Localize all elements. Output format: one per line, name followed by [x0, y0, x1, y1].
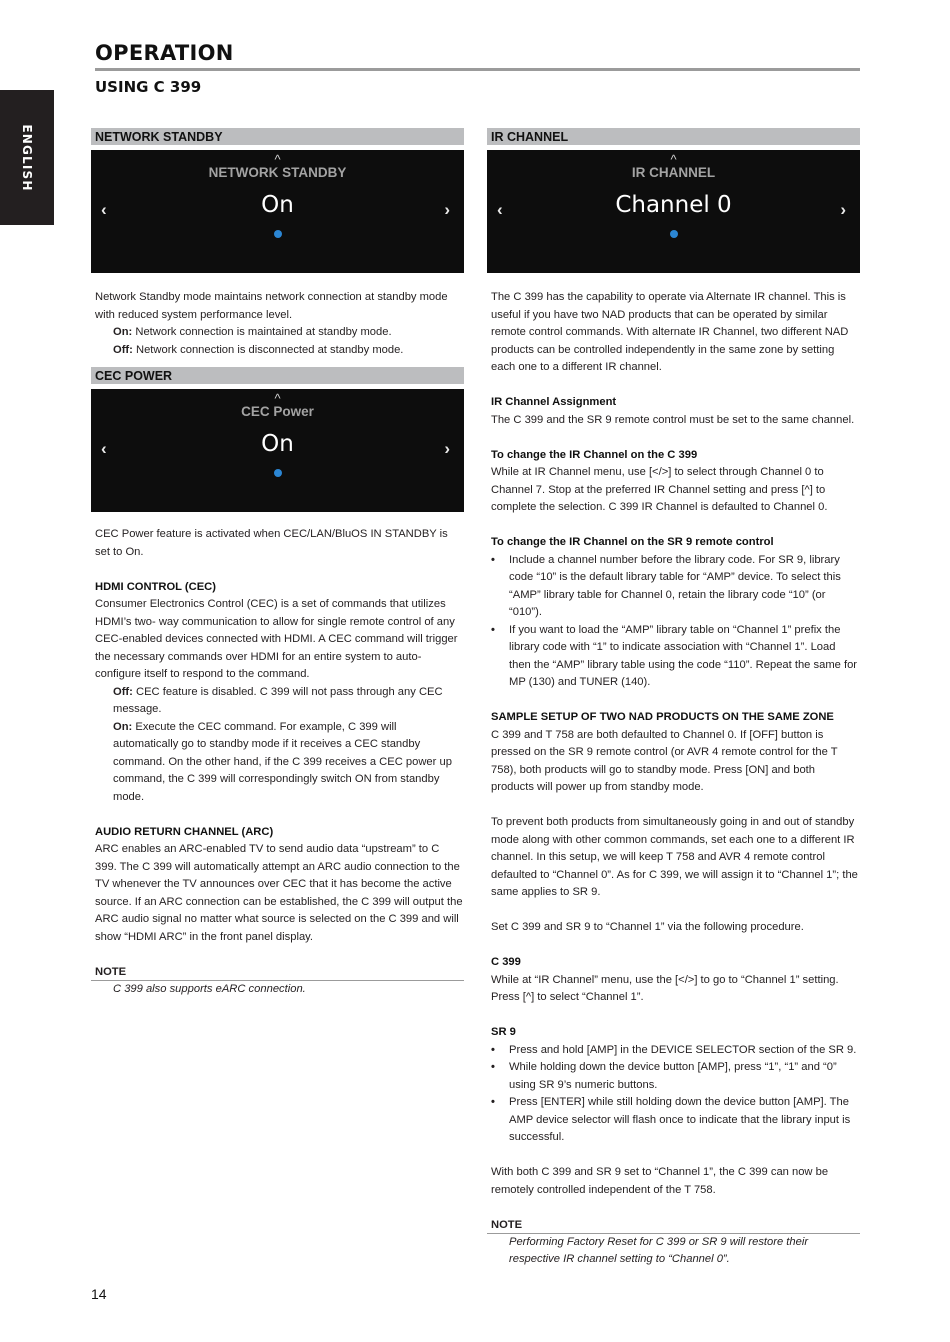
chevron-left-icon: ‹	[101, 200, 107, 219]
network-standby-desc: Network Standby mode maintains network connection at standby mode with reduced system performance level.	[95, 291, 448, 321]
ir-note-text: Performing Factory Reset for C 399 or SR 9 will restore their respective IR channel setting to “Channel 0”.	[509, 1235, 809, 1265]
cec-power-desc: CEC Power feature is activated when CEC/LAN/BluOS IN STANDBY is set to On.	[95, 528, 448, 558]
sample-setup-p2: To prevent both products from simultaneously going in and out of standby mode along with other common commands, set each one to a different IR channel. In this setup, we will keep T 758 and AVR 4 remote control defaulted to “Channel 0”. As for C 399, we will assign it to “Channel 1”; the same applies to SR 9.	[491, 816, 858, 898]
network-standby-screen	[91, 150, 464, 273]
list-item: • Include a channel number before the library code. For SR 9, library code “10” is the default library table for “AMP” device. To select this “AMP” library table for Channel 0, retain the library code “10” (or “010”).	[491, 552, 860, 622]
ir-note-heading: NOTE	[487, 1217, 860, 1234]
chevron-left-icon: ‹	[101, 439, 107, 458]
chevron-right-icon: ›	[840, 200, 846, 219]
hdmi-cec-desc: Consumer Electronics Control (CEC) is a set of commands that utilizes HDMI’s two- way communication to allow for single remote control of any CEC-enabled devices connected with HDMI. A CEC command will trigger the necessary commands over HDMI for an entire system to auto-configure itself to respond to the command.	[95, 598, 458, 680]
list-item: • If you want to load the “AMP” library table on “Channel 1” prefix the library code with “1” to indicate association with “Channel 1”. Load then the “AMP” library table using the code “110”. Repeat the same for MP (130) and TUNER (140).	[491, 622, 860, 692]
screen-title: IR CHANNEL	[631, 165, 716, 180]
arc-desc: ARC enables an ARC-enabled TV to send audio data “upstream” to C 399. The C 399 will automatically attempt an ARC audio connection to the TV whenever the TV announces over CEC that it has become the active source. If an ARC connection can be established, the C 399 will output the ARC audio signal no matter what source is selected on the C 399 and will show “HDMI ARC” in the front panel display.	[95, 843, 463, 943]
arc-note-heading: NOTE	[91, 964, 464, 981]
screen-value: On	[261, 192, 294, 218]
network-standby-off: Off: Network connection is disconnected at standby mode.	[113, 343, 404, 356]
chevron-right-icon: ›	[444, 200, 450, 219]
sample-setup-heading: SAMPLE SETUP OF TWO NAD PRODUCTS ON THE SAME ZONE	[491, 711, 834, 723]
ir-assign-text: The C 399 and the SR 9 remote control must be set to the same channel.	[491, 413, 855, 426]
screen-title: NETWORK STANDBY	[208, 165, 347, 180]
up-caret-icon: ^	[670, 152, 677, 167]
hdmi-cec-off: Off: CEC feature is disabled. C 399 will not pass through any CEC message.	[113, 685, 443, 715]
screen-value: On	[261, 431, 294, 457]
left-column	[91, 128, 464, 998]
page-number: 14	[91, 1286, 107, 1302]
sr9-heading: SR 9	[491, 1026, 516, 1038]
ir-channel-desc: The C 399 has the capability to operate via Alternate IR channel. This is useful if you have two NAD products that can be operated by similar remote control commands. With alternate IR Channel, two different NAD products can be controlled independently in the same zone by setting each one to a different IR channel.	[491, 291, 849, 373]
page-subtitle: USING C 399	[95, 78, 202, 96]
right-column	[487, 128, 860, 1269]
chevron-left-icon: ‹	[497, 200, 503, 219]
up-caret-icon: ^	[274, 391, 281, 406]
ir-assign-heading: IR Channel Assignment	[491, 396, 617, 408]
screen-value: Channel 0	[615, 192, 732, 218]
network-standby-on: On: Network connection is maintained at standby mode.	[113, 326, 392, 338]
change-c399-heading: To change the IR Channel on the C 399	[491, 448, 698, 461]
arc-note-text: C 399 also supports eARC connection.	[113, 982, 306, 995]
ir-channel-screen	[487, 150, 860, 273]
cec-power-screen	[91, 389, 464, 512]
page-indicator-dot	[670, 230, 678, 238]
page-header	[95, 40, 860, 97]
page-indicator-dot	[274, 230, 282, 238]
language-tab-label: ENGLISH	[20, 124, 34, 192]
ir-channel-heading: IR CHANNEL	[487, 128, 860, 145]
up-caret-icon: ^	[274, 152, 281, 167]
change-c399-text: While at IR Channel menu, use [</>] to select through Channel 0 to Channel 7. Stop at the preferred IR Channel setting and press [^] to complete the selection. C 399 IR Channel is defaulted to Channel 0.	[491, 466, 828, 513]
hdmi-cec-on: On: Execute the CEC command. For example, C 399 will automatically go to standby mode if it receives a CEC standby command. On the other hand, if the C 399 receives a CEC power up command, the C 399 will correspondingly switch ON from standby mode.	[113, 720, 452, 803]
c399-text: While at “IR Channel” menu, use the [</>] to go to “Channel 1” setting. Press [^] to select “Channel 1”.	[491, 973, 839, 1003]
page-title: OPERATION	[95, 41, 234, 65]
network-standby-heading: NETWORK STANDBY	[91, 128, 464, 145]
hdmi-cec-heading: HDMI CONTROL (CEC)	[95, 580, 216, 593]
title-rule	[95, 68, 860, 71]
screen-title: CEC Power	[241, 404, 314, 419]
arc-heading: AUDIO RETURN CHANNEL (ARC)	[95, 825, 274, 838]
chevron-right-icon: ›	[444, 439, 450, 458]
list-item: • Press [ENTER] while still holding down the device button [AMP]. The AMP device selector will flash once to indicate that the library input is successful.	[491, 1094, 860, 1147]
language-tab	[0, 90, 54, 225]
change-sr9-heading: To change the IR Channel on the SR 9 remote control	[491, 536, 774, 548]
page-indicator-dot	[274, 469, 282, 477]
sample-setup-p1: C 399 and T 758 are both defaulted to Channel 0. If [OFF] button is pressed on the SR 9 remote control (or AVR 4 remote control for the T 758), both products will go to standby mode. Press [ON] and both products will power up from standby mode.	[491, 728, 838, 793]
list-item: • Press and hold [AMP] in the DEVICE SELECTOR section of the SR 9.	[491, 1042, 860, 1060]
sample-setup-p3: Set C 399 and SR 9 to “Channel 1” via the following procedure.	[491, 921, 804, 933]
cec-power-heading: CEC POWER	[91, 367, 464, 384]
final-text: With both C 399 and SR 9 set to “Channel 1”, the C 399 can now be remotely controlled independent of the T 758.	[491, 1166, 829, 1196]
sr9-list	[487, 1042, 860, 1147]
change-sr9-list	[487, 552, 860, 692]
c399-heading: C 399	[491, 956, 521, 968]
list-item: • While holding down the device button [AMP], press “1”, “1” and “0” using SR 9’s numeric buttons.	[491, 1059, 860, 1094]
